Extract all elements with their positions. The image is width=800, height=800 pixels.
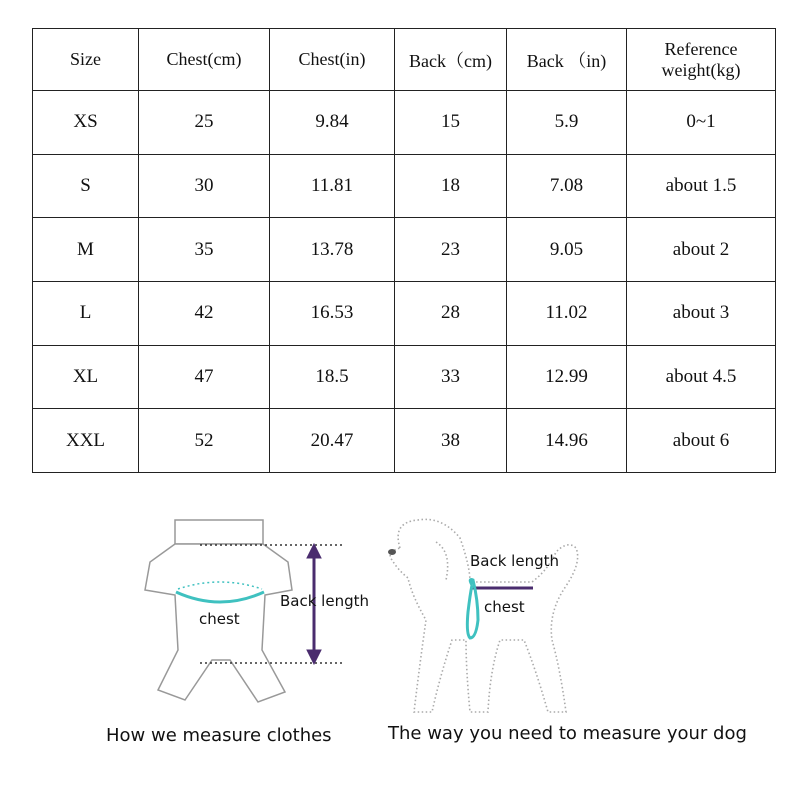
- cell-back-in: 11.02: [507, 281, 627, 345]
- cell-back-in: 9.05: [507, 218, 627, 282]
- cell-chest-in: 20.47: [270, 409, 395, 473]
- cell-back-cm: 23: [395, 218, 507, 282]
- dog-back-length-label: Back length: [470, 552, 559, 570]
- size-chart-table: [32, 28, 776, 473]
- cell-size: S: [33, 154, 139, 218]
- cell-weight: about 4.5: [627, 345, 776, 409]
- cell-chest-cm: 30: [139, 154, 270, 218]
- cell-back-cm: 33: [395, 345, 507, 409]
- cell-weight: about 6: [627, 409, 776, 473]
- cell-weight: about 1.5: [627, 154, 776, 218]
- cell-chest-cm: 52: [139, 409, 270, 473]
- cell-size: XL: [33, 345, 139, 409]
- cell-weight: about 2: [627, 218, 776, 282]
- clothes-chest-label: chest: [199, 610, 240, 628]
- table-header-row: [33, 29, 776, 91]
- cell-size: XXL: [33, 409, 139, 473]
- header-back-in: Back （in): [507, 29, 627, 91]
- cell-chest-cm: 47: [139, 345, 270, 409]
- clothes-back-length-label: Back length: [280, 592, 369, 610]
- cell-back-in: 12.99: [507, 345, 627, 409]
- cell-size: M: [33, 218, 139, 282]
- cell-back-cm: 15: [395, 91, 507, 155]
- cell-chest-in: 11.81: [270, 154, 395, 218]
- cell-chest-in: 16.53: [270, 281, 395, 345]
- cell-back-cm: 28: [395, 281, 507, 345]
- cell-chest-cm: 35: [139, 218, 270, 282]
- header-reference-weight: Reference weight(kg): [627, 29, 776, 91]
- clothes-measurement-illustration: [0, 490, 800, 800]
- cell-chest-cm: 25: [139, 91, 270, 155]
- table-row: [33, 91, 776, 155]
- cell-back-in: 14.96: [507, 409, 627, 473]
- cell-back-cm: 38: [395, 409, 507, 473]
- cell-size: XS: [33, 91, 139, 155]
- header-chest-in: Chest(in): [270, 29, 395, 91]
- cell-back-in: 7.08: [507, 154, 627, 218]
- cell-back-cm: 18: [395, 154, 507, 218]
- header-chest-cm: Chest(cm): [139, 29, 270, 91]
- table-row: [33, 154, 776, 218]
- cell-size: L: [33, 281, 139, 345]
- clothes-caption: How we measure clothes: [106, 725, 332, 746]
- table-row: [33, 345, 776, 409]
- table-row: [33, 281, 776, 345]
- cell-chest-cm: 42: [139, 281, 270, 345]
- cell-weight: about 3: [627, 281, 776, 345]
- table-row: [33, 409, 776, 473]
- cell-back-in: 5.9: [507, 91, 627, 155]
- cell-chest-in: 18.5: [270, 345, 395, 409]
- table-row: [33, 218, 776, 282]
- dog-nose-icon: [388, 549, 396, 555]
- dog-caption: The way you need to measure your dog: [388, 723, 747, 744]
- cell-chest-in: 9.84: [270, 91, 395, 155]
- cell-weight: 0~1: [627, 91, 776, 155]
- header-size: Size: [33, 29, 139, 91]
- header-back-cm: Back（cm): [395, 29, 507, 91]
- cell-chest-in: 13.78: [270, 218, 395, 282]
- dog-chest-label: chest: [484, 598, 525, 616]
